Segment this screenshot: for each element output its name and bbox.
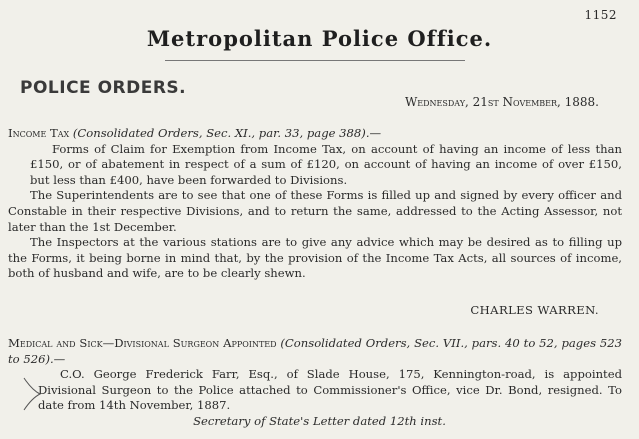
paragraph: C.O. George Frederick Farr, Esq., of Slade House, 175, Kennington-road, is appointed Divisional Surgeon to the Police attached to Commissioner's Office, vice Dr. Bond, resigned. To date from 14th November, 1887. [38, 367, 622, 413]
footnote: Secretary of State's Letter dated 12th inst. [193, 414, 446, 428]
signature: CHARLES WARREN. [470, 303, 599, 317]
date-line: Wednesday, 21st November, 1888. [404, 95, 599, 109]
paragraph: The Superintendents are to see that one of these Forms is filled up and signed by every officer and Constable in their respective Divisions, and to return the same, addressed to the Acting Assessor, not later than the 1st December. [8, 188, 622, 234]
section-income-tax [8, 126, 622, 282]
paragraph: The Inspectors at the various stations are to give any advice which may be desired as to filling up the Forms, it being borne in mind that, by the provision of the Income Tax Acts, all sources of income, both of husband and wife, are to be clearly shewn. [8, 235, 622, 281]
page-number: 1152 [584, 8, 617, 22]
orders-title: POLICE ORDERS. [20, 78, 187, 98]
section-citation: (Consolidated Orders, Sec. VII., pars. 40 to 52, pages 523 to 526).— [8, 336, 623, 366]
section-heading: Medical and Sick—Divisional Surgeon Appointed [8, 336, 277, 350]
paragraph: Forms of Claim for Exemption from Income Tax, on account of having an income of less than £150, or of abatement in respect of a sum of £120, on account of having an income of over £150, but less than £400, have been forwarded to Divisions. [30, 141, 622, 187]
section-heading: Income Tax [8, 126, 70, 140]
margin-brace-mark [22, 374, 42, 414]
section-citation: (Consolidated Orders, Sec. XI., par. 33, page 388).— [72, 126, 382, 140]
section-medical-and-sick [8, 336, 622, 414]
office-title: Metropolitan Police Office. [146, 26, 493, 51]
title-rule [165, 60, 465, 61]
